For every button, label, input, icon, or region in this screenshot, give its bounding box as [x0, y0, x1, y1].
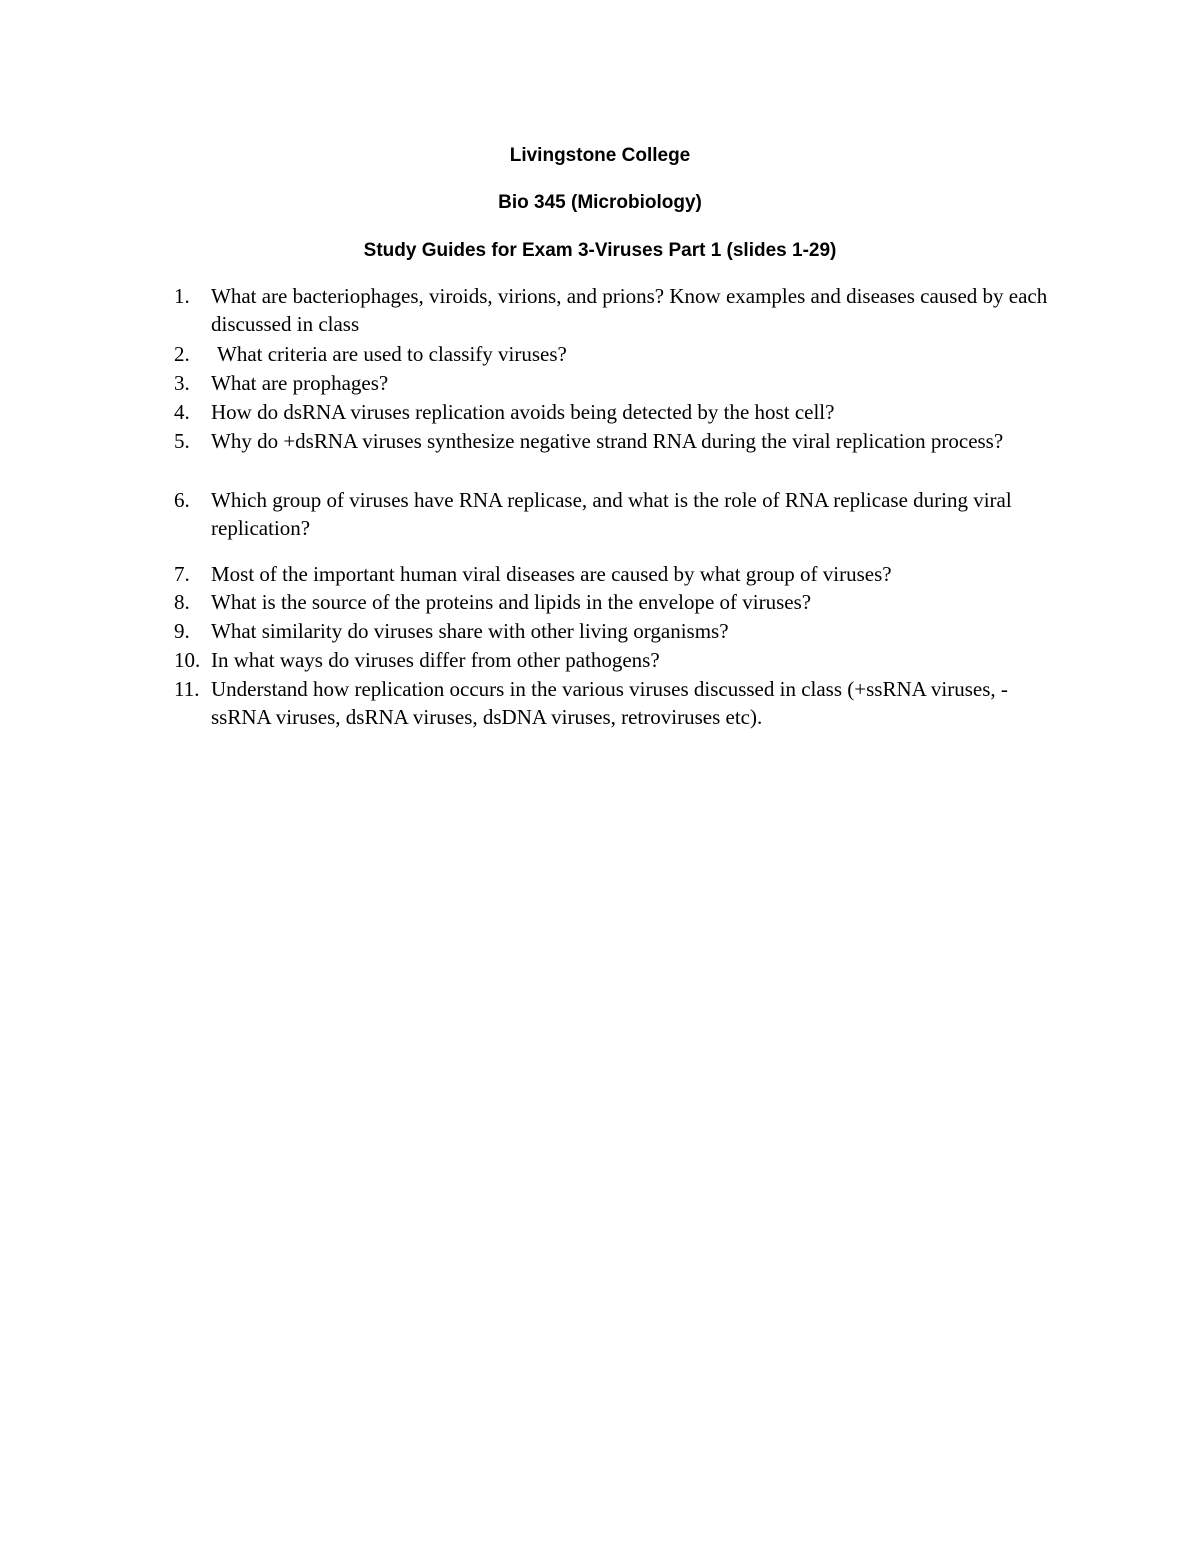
question-text: What similarity do viruses share with other living organisms? — [211, 619, 729, 643]
study-guide-title: Study Guides for Exam 3-Viruses Part 1 (slides 1-29) — [363, 240, 837, 261]
question-number: 1. — [174, 284, 190, 308]
course-heading: Bio 345 (Microbiology) — [498, 192, 702, 213]
question-item-5 — [174, 427, 1054, 455]
question-item-2 — [174, 340, 1054, 368]
question-number: 8. — [174, 590, 190, 614]
question-text: What are prophages? — [211, 371, 389, 395]
question-text: How do dsRNA viruses replication avoids being detected by the host cell? — [211, 400, 835, 424]
question-number: 4. — [174, 400, 190, 424]
question-text: What are bacteriophages, viroids, virions, and prions? Know examples and diseases caused by each discussed in class — [211, 284, 1048, 336]
question-text: Understand how replication occurs in the various viruses discussed in class (+ssRNA viruses, -ssRNA viruses, dsRNA viruses, dsDNA viruses, retroviruses etc). — [211, 677, 1008, 729]
question-number: 10. — [174, 648, 201, 672]
question-item-7 — [174, 560, 1054, 588]
question-number: 3. — [174, 371, 190, 395]
question-item-8 — [174, 588, 1054, 616]
question-number: 5. — [174, 429, 190, 453]
college-heading: Livingstone College — [509, 145, 691, 166]
question-number: 6. — [174, 488, 190, 512]
question-text: In what ways do viruses differ from other pathogens? — [211, 648, 660, 672]
question-item-11 — [174, 675, 1054, 731]
question-number: 2. — [174, 342, 190, 366]
question-item-4 — [174, 398, 1054, 426]
question-item-9 — [174, 617, 1054, 645]
question-text: Why do +dsRNA viruses synthesize negative strand RNA during the viral replication process? — [211, 429, 1004, 453]
question-item-10 — [174, 646, 1054, 674]
question-text: Which group of viruses have RNA replicase, and what is the role of RNA replicase during viral replication? — [211, 488, 1012, 540]
question-item-1 — [174, 282, 1054, 338]
question-item-3 — [174, 369, 1054, 397]
question-number: 11. — [174, 677, 200, 701]
question-text: What criteria are used to classify viruses? — [217, 342, 567, 366]
question-item-6 — [174, 486, 1054, 542]
question-number: 7. — [174, 562, 190, 586]
question-number: 9. — [174, 619, 190, 643]
question-text: What is the source of the proteins and lipids in the envelope of viruses? — [211, 590, 812, 614]
question-text: Most of the important human viral diseases are caused by what group of viruses? — [211, 562, 892, 586]
